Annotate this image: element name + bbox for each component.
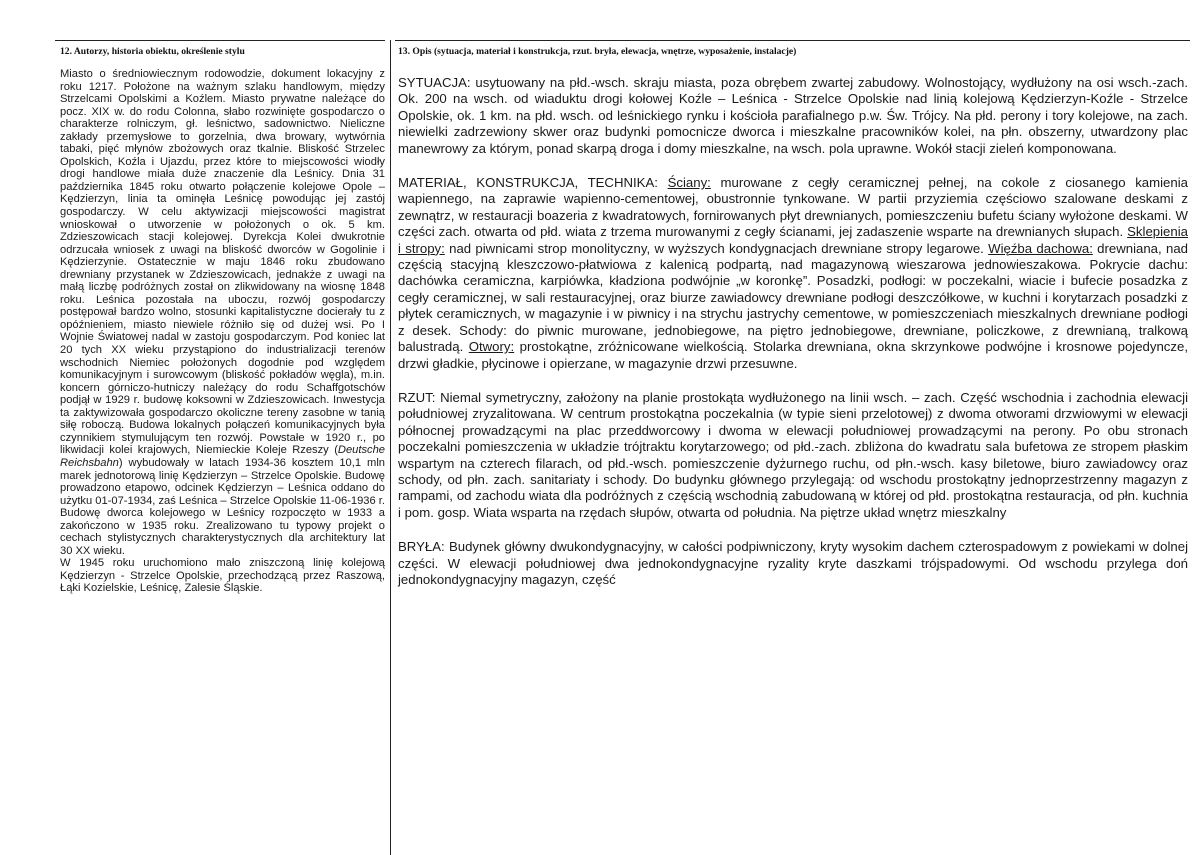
otwory-text: prostokątne, zróżnicowane wielkością. Stolarka drewniana, okna skrzynkowe podwójne i krosnowe pojedyncze, drzwi gładkie, płycinowe i opierzane, w magazynie drzwi przesuwne. xyxy=(398,339,1188,371)
stropy-text: nad piwnicami strop monolityczny, w wyższych kondygnacjach drewniane stropy legarowe. xyxy=(444,240,989,256)
material-paragraph xyxy=(398,175,1188,372)
reichsbahn-italic: Deutsche Reichsbahn xyxy=(60,444,385,469)
history-column xyxy=(60,68,385,595)
sciany-label: Ściany: xyxy=(667,175,711,191)
sciany-text: murowane z cegły ceramicznej pełnej, na cokole z ciosanego kamienia wapiennego, na zaprawie wapienno-cementowej, obustronnie tynkowane. W partii przyziemia częściowo szalowane deskami z zewnątrz, w restauracji boazeria z kwadratowych, fornirowanych płyt drewnianych, pomieszczeniu bufetu ściany wyłożone deskami. W części zach. otwarta od płd. wiata z trzema murowanymi z cegły ścianami, jej zadaszenie wsparte na drewnianych słupach. xyxy=(398,175,1188,240)
rzut-paragraph: RZUT: Niemal symetryczny, założony na planie prostokąta wydłużonego na linii wsch. – zach. Część wschodnia i zachodnia elewacji południowej zryzalitowana. W centrum prostokątna poczekalnia (w typie sieni przelotowej) z dwoma otworami drzwiowymi w elewacji północnej prowadzącymi na plac przeddworcowy i dwoma w elewacji południowej prowadzącymi na perony. Po obu stronach poczekalni pomieszczenia w układzie trójtraktu korytarzowego; od płd.-zach. zbliżona do kwadratu sala bufetowa ze stropem płaskim wspartym na czterech filarach, od płd.-wsch. pomieszczenie dyżurnego ruchu, od płn.-wsch. kasy biletowe, biuro zawiadowcy oraz schody, od płn. zach. sanitariaty i schody. Do budynku głównego przylegają: od wschodu prostokątny jednoprzestrzenny magazyn z rampami, od zachodu wiata dla podróżnych z częścią wschodnią zabudowaną w której od płd. prostokątna restauracja, od płn. kuchnia i pom. gosp. Wiata wsparta na rzędach słupów, otwarta od południa. Na piętrze układ wnętrz mieszkalny xyxy=(398,389,1188,520)
history-paragraph xyxy=(60,68,385,557)
history-paragraph-1945: W 1945 roku uruchomiono mało zniszczoną linię kolejową Kędzierzyn - Strzelce Opolskie, przechodzącą przez Raszową, Łąki Kozielskie, Leśnicę, Zalesie Śląskie. xyxy=(60,557,385,595)
history-text-a: Miasto o średniowiecznym rodowodzie, dokument lokacyjny z roku 1217. Położone na ważnym szlaku handlowym, między Strzelcami Opolskimi a Koźlem. Miasto prywatne należące do pocz. XIX w. do rodu Colonna, słabo rozwinięte gospodarczo o charakterze rolniczym, gł. leśnictwo, sadownictwo. Nieliczne zakłady przemysłowe to gorzelnia, dwa browary, wytwórnia tabaki, pięć młynów zbożowych oraz tkalnie. Bliskość Strzelec Opolskich, Koźla i Ujazdu, przez które to miejscowości wiodły drogi handlowe miała duże znaczenie dla Leśnicy. Dnia 31 października 1845 roku otwarto połączenie kolejowe Opole – Kędzierzyn, linia ta ominęła Leśnicę powodując jej zastój gospodarczy. W celu aktywizacji miejscowości magistrat wnioskował o utworzenie w położonych o ok. 5 km. Zdzieszowicach stacji kolejowej. Dyrekcja Kolei dwukrotnie odrzucała wniosek z uwagi na bliskość dworców w Gogolinie i Kędzierzynie. Ostatecznie w maju 1846 roku zbudowano drewniany przystanek w Zdzieszowicach, jednakże z uwagi na małą liczbę podróżnych został on zlikwidowany na wiosnę 1848 roku. Leśnica pozostała na uboczu, rozwój gospodarczy postępował bardzo wolno, stosunki kapitalistyczne docierały tu z opóźnieniem, miasto niewiele różniło się od dużej wsi. Po I Wojnie Światowej nadal w zastoju gospodarczym. Pod koniec lat 20 tych XX wieku przystąpiono do industrializacji terenów wschodnich Niemiec położonych dogodnie pod względem komunikacyjnym i surowcowym (bliskość pokładów węgla), m.in. koncern górniczo-hutniczy należący do rodu Schaffgotschów podjął w 1929 r. budowę koksowni w Zdzieszowicach. Inwestycja ta zaktywizowała gospodarczo okoliczne tereny zasobne w tanią siłę roboczą. Budowa lokalnych połączeń komunikacyjnych była czynnikiem stymulującym ten rozwój. Powstałe w 1920 r., po likwidacji kolei krajowych, Niemieckie Koleje Rzeszy ( xyxy=(60,68,385,457)
right-column-heading: 13. Opis (sytuacja, materiał i konstrukcja, rzut. bryła, elewacja, wnętrze, wyposażenie, instalacje) xyxy=(398,46,797,57)
column-divider xyxy=(390,40,391,855)
wiezba-text: drewniana, nad częścią stacyjną kleszczowo-płatwiowa z kalenicą podpartą, nad magazynową wieszarowa jednowieszakowa. Pokrycie dachu: dachówka ceramiczna, karpiówka, kładziona podwójnie „w koronkę”. Posadzki, podłogi: w poczekalni, wiacie i bufecie posadzka z cegły ceramicznej, w sali restauracyjnej, oraz biurze zawiadowcy drewniane podłogi deszczółkowe, w kuchni i korytarzach posadzki z płytek ceramicznych, w magazynie i w piwnicy i na strychu jastrychy cementowe, w pomieszczeniach mieszkalnych drewniane podłogi z desek. Schody: do piwnic murowane, jednobiegowe, na piętro jednobiegowe, drewniane, policzkowe, z drewnianą, tralkową balustradą. xyxy=(398,240,1188,355)
otwory-label: Otwory: xyxy=(468,339,515,355)
history-text-b: ) wybudowały w latach 1934-36 kosztem 10,1 mln marek jednotorową linię Kędzierzyn – Strzelce Opolskie. Budowę prowadzono etapowo, odcinek Kędzierzyn – Leśnica oddano do użytku 01-07-1934, zaś Leśnica – Strzelce Opolskie 11-06-1936 r. Budowę dworca kolejowego w Leśnicy rozpoczęto w 1933 a zakończono w 1935 roku. Zrealizowano tu typowy projekt o cechach stylistycznych charakterystycznych dla architektury lat 30 XX wieku. xyxy=(60,456,385,557)
left-column-heading: 12. Autorzy, historia obiektu, określenie stylu xyxy=(60,46,245,57)
description-column xyxy=(398,75,1188,588)
bryla-paragraph: BRYŁA: Budynek główny dwukondygnacyjny, w całości podpiwniczony, kryty wysokim dachem czterospadowym z powiekami w dolnej części. W elewacji południowej dwa jednokondygnacyjne ryzality kryte daszkami trójspadowymi. Od wschodu przylega doń jednokondygnacyjny magazyn, część xyxy=(398,539,1188,587)
material-intro: MATERIAŁ, KONSTRUKCJA, TECHNIKA: xyxy=(398,175,668,191)
wiezba-label: Więźba dachowa: xyxy=(988,240,1093,256)
right-header-rule xyxy=(395,40,1190,41)
left-header-rule xyxy=(55,40,385,41)
stropy-label: Sklepienia i stropy: xyxy=(398,224,1188,256)
sytuacja-paragraph: SYTUACJA: usytuowany na płd.-wsch. skraju miasta, poza obrębem zwartej zabudowy. Wolnostojący, wydłużony na osi wsch.-zach. Ok. 200 na wsch. od wiaduktu drogi kołowej Koźle – Leśnica - Strzelce Opolskie nad linią kolejową Kędzierzyn-Koźle - Strzelce Opolskie, ok. 1 km. na płd. wsch. od leśnickiego rynku i kościoła parafialnego p.w. Św. Trójcy. Na płd. perony i tory kolejowe, na zach. niewielki zadrzewiony skwer oraz budynki pomocnicze dworca i mieszkalne pracowników kolei, na płn. obszerny, utwardzony plac manewrowy za którym, ponad skarpą droga i domy mieszkalne, na wsch. pola uprawne. Wokół stacji zieleń komponowana. xyxy=(398,75,1188,156)
